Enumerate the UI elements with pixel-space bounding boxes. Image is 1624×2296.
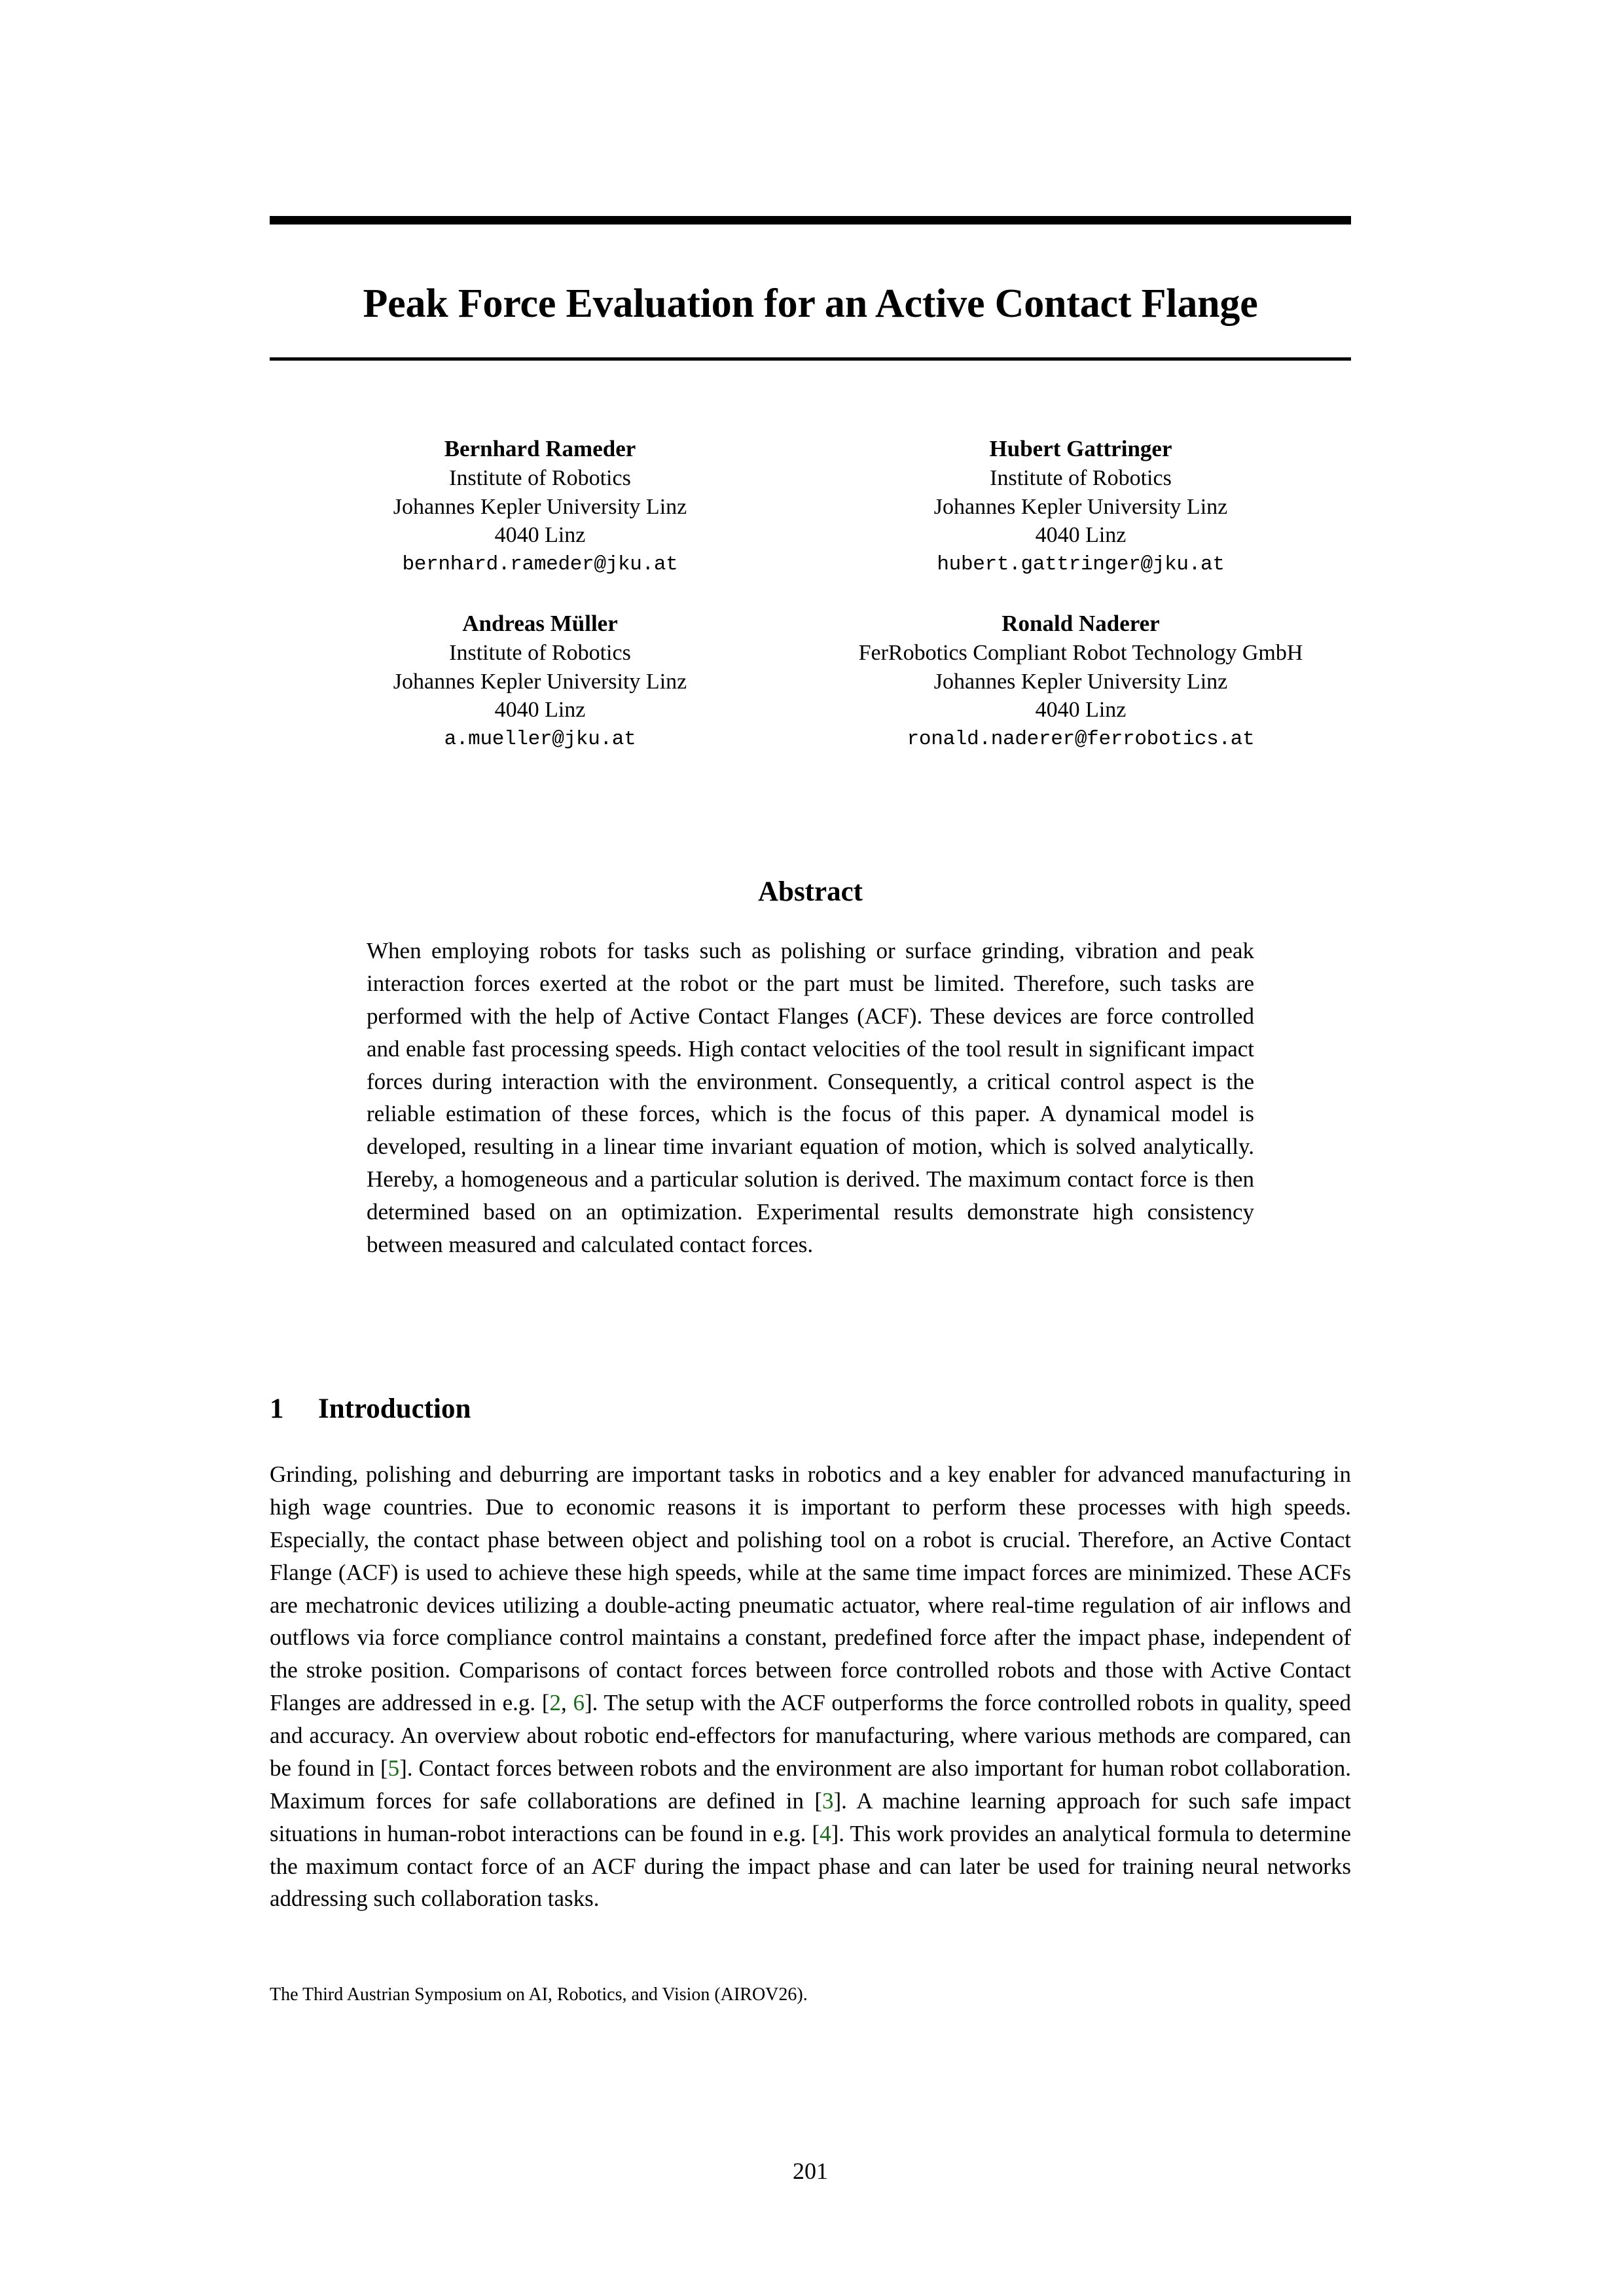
author-institution: Johannes Kepler University Linz (933, 669, 1228, 694)
author-entry (270, 609, 810, 753)
author-row (270, 609, 1351, 753)
author-row (270, 435, 1351, 578)
author-department: Institute of Robotics (990, 465, 1172, 490)
author-department: Institute of Robotics (449, 640, 631, 665)
author-name: Bernhard Rameder (444, 436, 636, 461)
page-title: Peak Force Evaluation for an Active Contact Flange (363, 281, 1258, 326)
author-address: 4040 Linz (1035, 698, 1127, 723)
citation-link[interactable]: 6 (573, 1690, 585, 1716)
section-title: Introduction (318, 1393, 471, 1424)
author-department: Institute of Robotics (449, 465, 631, 490)
author-department: FerRobotics Compliant Robot Technology GmbH (858, 640, 1303, 665)
author-institution: Johannes Kepler University Linz (393, 669, 687, 694)
author-entry (810, 435, 1351, 578)
author-address: 4040 Linz (494, 523, 586, 548)
author-institution: Johannes Kepler University Linz (933, 494, 1228, 519)
section-number: 1 (270, 1393, 284, 1424)
author-institution: Johannes Kepler University Linz (393, 494, 687, 519)
author-address: 4040 Linz (494, 698, 586, 723)
citation-link[interactable]: 4 (820, 1820, 831, 1846)
abstract-heading: Abstract (757, 876, 863, 907)
footnote-venue: The Third Austrian Symposium on AI, Robotics, and Vision (AIROV26). (270, 1984, 808, 2005)
title-rule-top (270, 216, 1351, 224)
citation-link[interactable]: 5 (388, 1755, 400, 1781)
author-email[interactable]: a.mueller@jku.at (444, 727, 636, 751)
page-number: 201 (793, 2158, 828, 2184)
abstract-text: When employing robots for tasks such as polishing or surface grinding, vibration and peak interaction forces exerted at the robot or the part must be limited. Therefore, such tasks are performed with the help of Active Contact Flanges (ACF). These devices are force controlled and enable fast processing speeds. High contact velocities of the tool result in significant impact forces during interaction with the environment. Consequently, a critical control aspect is the reliable estimation of these forces, which is the focus of this paper. A dynamical model is developed, resulting in a linear time invariant equation of motion, which is solved analytically. Hereby, a homogeneous and a particular solution is derived. The maximum contact force is then determined based on an optimization. Experimental results demonstrate high consistency between measured and calculated contact forces. (367, 938, 1254, 1257)
author-name: Hubert Gattringer (989, 436, 1172, 461)
author-name: Andreas Müller (462, 610, 618, 636)
title-rule-bottom (270, 357, 1351, 361)
author-email[interactable]: bernhard.rameder@jku.at (402, 553, 678, 577)
citation-link[interactable]: 2 (549, 1690, 562, 1716)
author-entry (270, 435, 810, 578)
introduction-paragraph: Grinding, polishing and deburring are important tasks in robotics and a key enabler for advanced manufacturing in high wage countries. Due to economic reasons it is important to perform these processes with high speeds. Especially, the contact phase between object and polishing tool on a robot is crucial. Therefore, an Active Contact Flange (ACF) is used to achieve these high speeds, while at the same time impact forces are minimized. These ACFs are mechatronic devices utilizing a double-acting pneumatic actuator, where real-time regulation of air inflows and outflows via force compliance control maintains a constant, predefined force after the impact phase, independent of the stroke position. Comparisons of contact forces between force controlled robots and those with Active Contact Flanges are addressed in e.g. [2, 6]. The setup with the ACF outperforms the force controlled robots in quality, speed and accuracy. An overview about robotic end-effectors for manufacturing, where various methods are compared, can be found in [5]. Contact forces between robots and the environment are also important for human robot collaboration. Maximum forces for safe collaborations are defined in [3]. A machine learning approach for such safe impact situations in human-robot interactions can be found in e.g. [4]. This work provides an analytical formula to determine the maximum contact force of an ACF during the impact phase and can later be used for training neural networks addressing such collaboration tasks. (270, 1462, 1352, 1912)
author-address: 4040 Linz (1035, 523, 1127, 548)
citation-link[interactable]: 3 (821, 1787, 834, 1814)
section-heading-introduction (270, 1393, 471, 1425)
author-block (270, 435, 1351, 753)
author-name: Ronald Naderer (1001, 610, 1160, 636)
author-email[interactable]: hubert.gattringer@jku.at (937, 553, 1225, 577)
author-email[interactable]: ronald.naderer@ferrobotics.at (907, 727, 1255, 751)
author-entry (810, 609, 1351, 753)
